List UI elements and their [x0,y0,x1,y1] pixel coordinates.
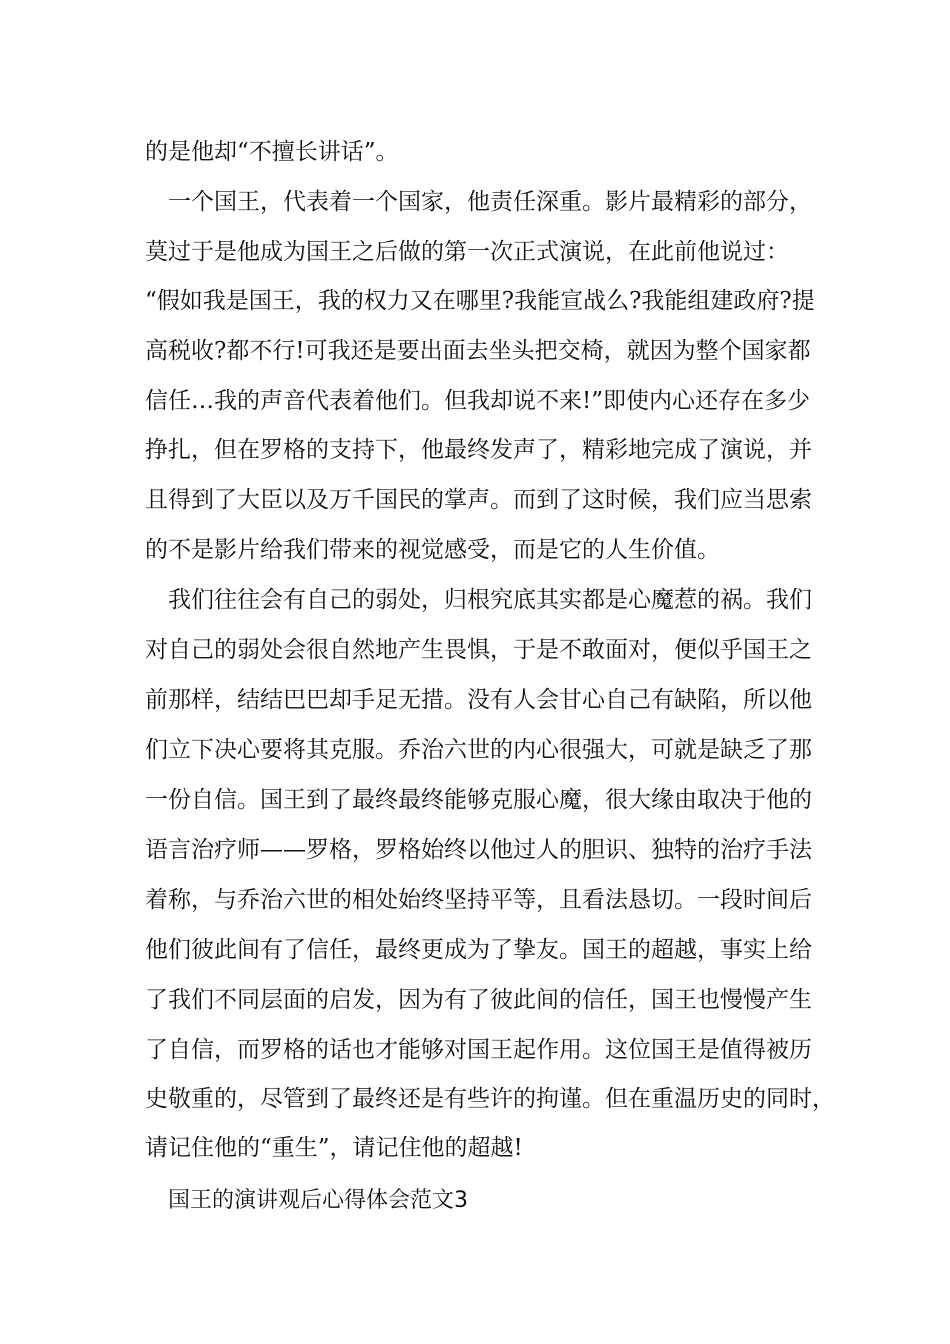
text-line-2: 一个国王，代表着一个国家，他责任深重。影片最精彩的部分， [168,189,812,215]
text-line-6: 信任…我的声音代表着他们。但我却说不来!”即使内心还存在多少 [145,388,811,414]
text-line-20: 史敬重的，尽管到了最终还是有些许的拘谨。但在重温历史的同时， [145,1086,835,1112]
text-line-14: 一份自信。国王到了最终最终能够克服心魔，很大缘由取决于他的 [145,787,812,813]
text-line-1: 的是他却“不擅长讲话”。 [145,139,399,165]
text-line-8: 且得到了大臣以及万千国民的掌声。而到了这时候，我们应当思索 [145,487,812,513]
text-line-11: 对自己的弱处会很自然地产生畏惧，于是不敢面对，便似乎国王之 [145,637,812,663]
text-line-9: 的不是影片给我们带来的视觉感受，而是它的人生价值。 [145,537,720,563]
text-line-21: 请记住他的“重生”，请记住他的超越! [145,1135,523,1161]
text-line-15: 语言治疗师——罗格，罗格始终以他过人的胆识、独特的治疗手法 [145,837,812,863]
text-line-4: “假如我是国王，我的权力又在哪里?我能宣战么?我能组建政府?提 [145,288,815,314]
text-line-17: 他们彼此间有了信任，最终更成为了挚友。国王的超越，事实上给 [145,937,812,963]
text-line-12: 前那样，结结巴巴却手足无措。没有人会甘心自己有缺陷，所以他 [145,687,812,713]
text-line-5: 高税收?都不行!可我还是要出面去坐头把交椅，就因为整个国家都 [145,338,811,364]
text-line-16: 着称，与乔治六世的相处始终坚持平等，且看法恳切。一段时间后 [145,887,812,913]
section-heading: 国王的演讲观后心得体会范文3 [168,1188,468,1213]
text-line-10: 我们往往会有自己的弱处，归根究底其实都是心魔惹的祸。我们 [168,587,812,613]
text-line-3: 莫过于是他成为国王之后做的第一次正式演说，在此前他说过： [145,239,789,265]
text-line-19: 了自信，而罗格的话也才能够对国王起作用。这位国王是值得被历 [145,1037,812,1063]
text-line-18: 了我们不同层面的启发，因为有了彼此间的信任，国王也慢慢产生 [145,987,812,1013]
text-line-7: 挣扎，但在罗格的支持下，他最终发声了，精彩地完成了演说，并 [145,437,812,463]
text-line-13: 们立下决心要将其克服。乔治六世的内心很强大，可就是缺乏了那 [145,737,812,763]
